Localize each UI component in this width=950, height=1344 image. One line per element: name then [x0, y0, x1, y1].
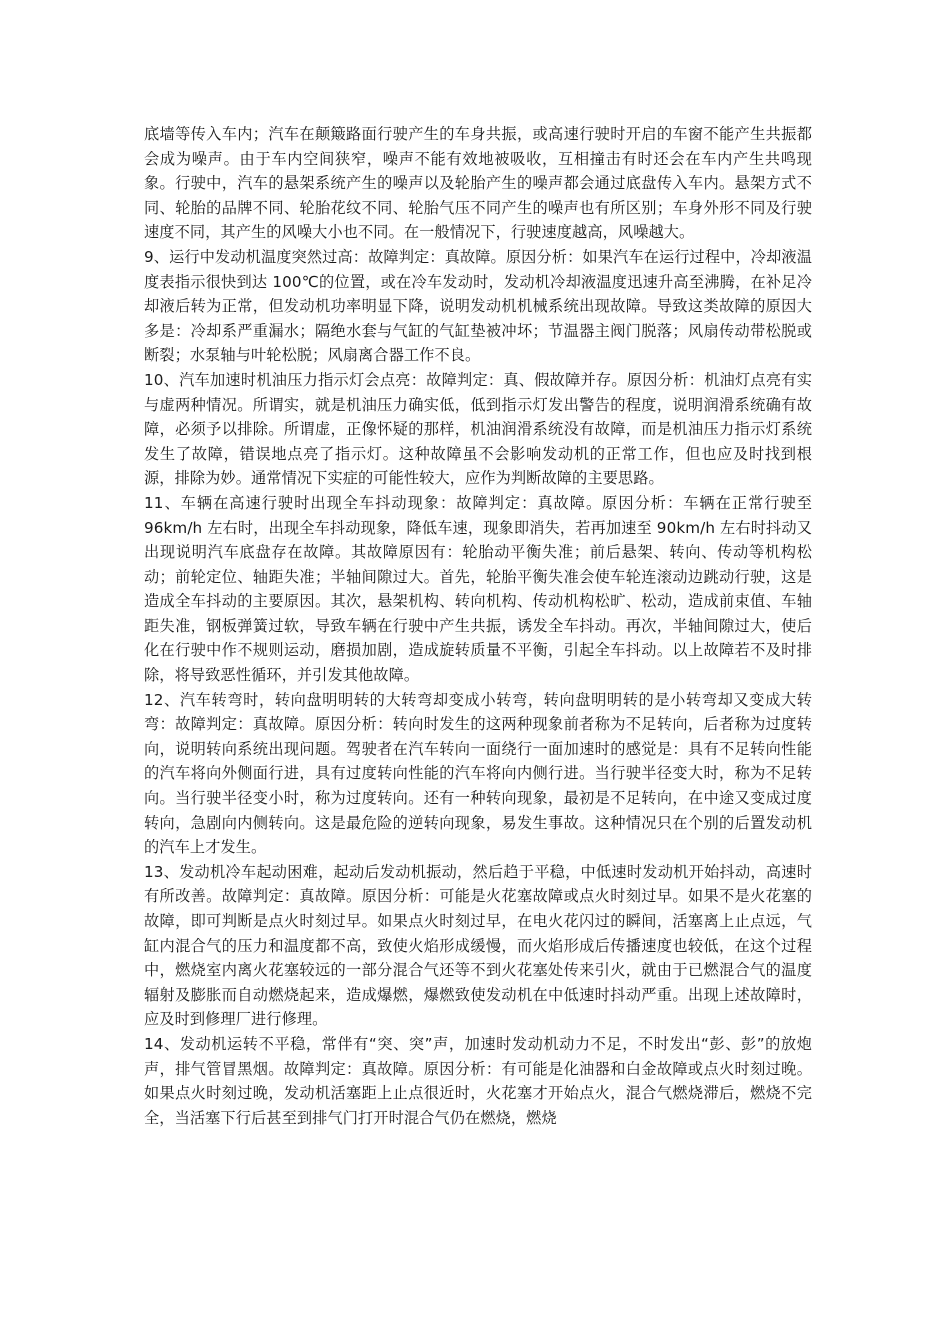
- paragraph-item-11: 11、车辆在高速行驶时出现全车抖动现象：故障判定：真故障。原因分析：车辆在正常行驶至 96km/h 左右时，出现全车抖动现象，降低车速，现象即消失，若再加速至 90km/h 左右时抖动又出现说明汽车底盘存在故障。其故障原因有：轮胎动平衡失准；前后悬架、转向、传动等机构松动；前轮定位、轴距失准；半轴间隙过大。首先，轮胎平衡失准会使车轮连滚动边跳动行驶，这是造成全车抖动的主要原因。其次，悬架机构、转向机构、传动机构松旷、松动，造成前束值、车轴距失准，钢板弹簧过软，导致车辆在行驶中产生共振，诱发全车抖动。再次，半轴间隙过大，使后化在行驶中作不规则运动，磨损加剧，造成旋转质量不平衡，引起全车抖动。以上故障若不及时排除，将导致恶性循环，并引发其他故障。: [144, 493, 812, 685]
- document-body: [144, 122, 812, 1130]
- paragraph-item-12: 12、汽车转弯时，转向盘明明转的大转弯却变成小转弯，转向盘明明转的是小转弯却又变成大转弯：故障判定：真故障。原因分析：转向时发生的这两种现象前者称为不足转向，后者称为过度转向，说明转向系统出现问题。驾驶者在汽车转向一面绕行一面加速时的感觉是：具有不足转向性能的汽车将向外侧面行进，具有过度转向性能的汽车将向内侧行进。当行驶半径变大时，称为不足转向。当行驶半径变小时，称为过度转向。还有一种转向现象，最初是不足转向，在中途又变成过度转向，急剧向内侧转向。这是最危险的逆转向现象，易发生事故。这种情况只在个别的后置发动机的汽车上才发生。: [144, 690, 812, 857]
- paragraph-item-14: 14、发动机运转不平稳，常伴有“突、突”声，加速时发动机动力不足，不时发出“彭、彭”的放炮声，排气管冒黑烟。故障判定：真故障。原因分析：有可能是化油器和白金故障或点火时刻过晚。如果点火时刻过晚，发动机活塞距上止点很近时，火花塞才开始点火，混合气燃烧滞后，燃烧不完全，当活塞下行后甚至到排气门打开时混合气仍在燃烧，燃烧: [144, 1034, 812, 1127]
- paragraph-item-9: 9、运行中发动机温度突然过高：故障判定：真故障。原因分析：如果汽车在运行过程中，冷却液温度表指示很快到达 100℃的位置，或在冷车发动时，发动机冷却液温度迅速升高至沸腾，在补足冷却液后转为正常，但发动机功率明显下降，说明发动机机械系统出现故障。导致这类故障的原因大多是：冷却系严重漏水；隔绝水套与气缸的气缸垫被冲坏；节温器主阀门脱落；风扇传动带松脱或断裂；水泵轴与叶轮松脱；风扇离合器工作不良。: [144, 247, 812, 365]
- paragraph-item-10: 10、汽车加速时机油压力指示灯会点亮：故障判定：真、假故障并存。原因分析：机油灯点亮有实与虚两种情况。所谓实，就是机油压力确实低，低到指示灯发出警告的程度，说明润滑系统确有故障，必须予以排除。所谓虚，正像怀疑的那样，机油润滑系统没有故障，而是机油压力指示灯系统发生了故障，错误地点亮了指示灯。这种故障虽不会影响发动机的正常工作，但也应及时找到根源，排除为妙。通常情况下实症的可能性较大，应作为判断故障的主要思路。: [144, 370, 812, 488]
- paragraph-item-13: 13、发动机冷车起动困难，起动后发动机振动，然后趋于平稳，中低速时发动机开始抖动，高速时有所改善。故障判定：真故障。原因分析：可能是火花塞故障或点火时刻过早。如果不是火花塞的故障，即可判断是点火时刻过早。如果点火时刻过早，在电火花闪过的瞬间，活塞离上止点远，气缸内混合气的压力和温度都不高，致使火焰形成缓慢，而火焰形成后传播速度也较低，在这个过程中，燃烧室内离火花塞较远的一部分混合气还等不到火花塞处传来引火，就由于已燃混合气的温度辐射及膨胀而自动燃烧起来，造成爆燃，爆燃致使发动机在中低速时抖动严重。出现上述故障时，应及时到修理厂进行修理。: [144, 862, 812, 1029]
- paragraph-noise-continued: 底墙等传入车内；汽车在颠簸路面行驶产生的车身共振，或高速行驶时开启的车窗不能产生共振都会成为噪声。由于车内空间狭窄，噪声不能有效地被吸收，互相撞击有时还会在车内产生共鸣现象。行驶中，汽车的悬架系统产生的噪声以及轮胎产生的噪声都会通过底盘传入车内。悬架方式不同、轮胎的品牌不同、轮胎花纹不同、轮胎气压不同产生的噪声也有所区别；车身外形不同及行驶速度不同，其产生的风噪大小也不同。在一般情况下，行驶速度越高，风噪越大。: [144, 125, 812, 242]
